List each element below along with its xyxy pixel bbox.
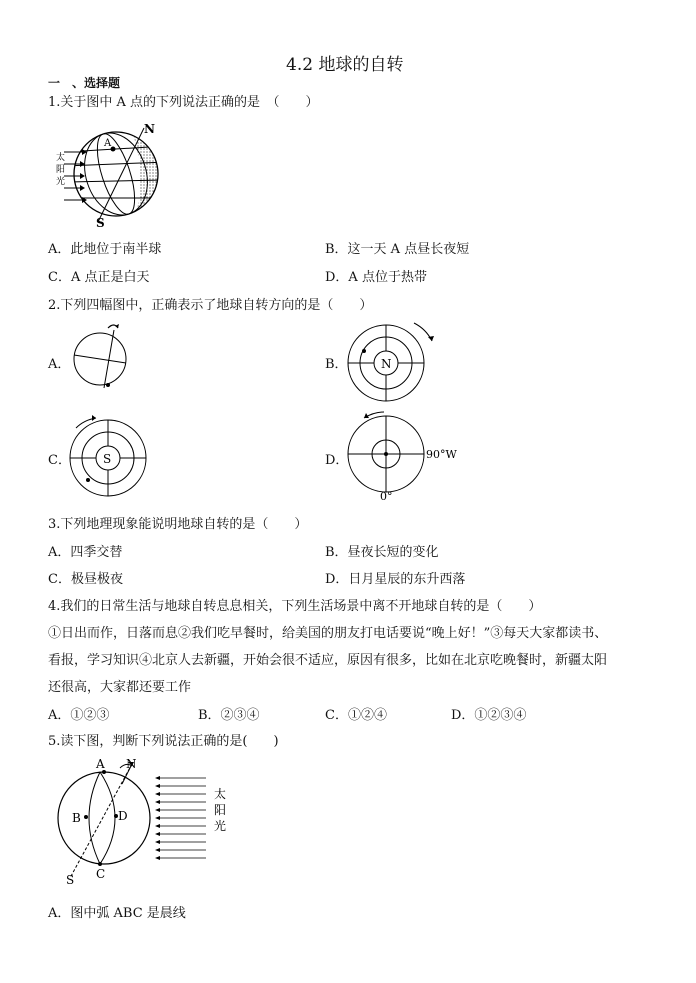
q4-option-b: B．②③④	[198, 708, 260, 723]
label-n: N	[381, 357, 392, 371]
q3-option-b: B．昼夜长短的变化	[325, 545, 439, 560]
question-4-stem: 4.我们的日常生活与地球自转息息相关，下列生活场景中离不开地球自转的是（ ）	[48, 599, 542, 614]
q2-figure-d	[344, 410, 464, 503]
question-5-stem: 5.读下图，判断下列说法正确的是( )	[48, 734, 279, 749]
q2-option-b: B．	[325, 357, 348, 372]
q4-option-a: A．①②③	[48, 708, 110, 723]
label-c: C	[96, 867, 106, 881]
page-title: 4.2 地球的自转	[286, 55, 404, 75]
q2-figure-a	[68, 322, 132, 386]
sun-label-2: 阳	[56, 165, 66, 175]
q1-option-d: D．A 点位于热带	[325, 270, 427, 285]
sun-rays	[64, 149, 87, 203]
label-s: S	[96, 216, 105, 230]
q4-option-d: D．①②③④	[451, 708, 527, 723]
label-n: N	[126, 757, 137, 771]
q2-figure-c	[66, 412, 152, 500]
sun-label-3: 光	[56, 177, 66, 187]
q1-option-c: C．A 点正是白天	[48, 270, 150, 285]
point-a	[111, 147, 116, 152]
label-s: S	[103, 452, 112, 466]
label-s: S	[66, 873, 75, 887]
section-heading: 一 、选择题	[48, 76, 121, 90]
q2-option-d: D．	[325, 453, 349, 468]
q4-option-c: C．①②④	[325, 708, 387, 723]
q3-option-c: C．极昼极夜	[48, 572, 123, 587]
sun-label-1: 太	[214, 787, 227, 801]
q3-option-a: A．四季交替	[48, 545, 123, 560]
sun-rays	[155, 776, 206, 860]
q1-option-b: B．这一天 A 点昼长夜短	[325, 242, 470, 257]
question-1-stem: 1.关于图中 A 点的下列说法正确的是 （ ）	[48, 95, 319, 110]
q2-option-c: C．	[48, 453, 71, 468]
sun-label-1: 太	[56, 153, 66, 163]
label-n: N	[144, 122, 155, 136]
question-2-stem: 2.下列四幅图中，正确表示了地球自转方向的是（ ）	[48, 298, 373, 313]
question-3-stem: 3.下列地理现象能说明地球自转的是（ ）	[48, 517, 308, 532]
label-90w: 90°W	[426, 448, 457, 461]
q1-figure	[56, 118, 166, 230]
q3-option-d: D．日月星辰的东升西落	[325, 572, 466, 587]
q4-statement-line-1: ①日出而作，日落而息②我们吃早餐时，给美国的朋友打电话要说“晚上好！”③每天大家都读书、	[48, 626, 608, 641]
label-d: D	[118, 809, 128, 823]
q1-option-a: A．此地位于南半球	[48, 242, 162, 257]
q4-statement-line-2: 看报，学习知识④北京人去新疆，开始会很不适应，原因有很多，比如在北京吃晚餐时，新疆太阳	[48, 653, 608, 668]
label-a: A	[104, 138, 112, 149]
q4-statement-line-3: 还很高，大家都还要工作	[48, 680, 192, 695]
label-0: 0°	[380, 490, 393, 503]
q5-option-a: A．图中弧 ABC 是晨线	[48, 906, 186, 921]
sun-label-3: 光	[214, 819, 227, 833]
label-b: B	[72, 811, 81, 825]
label-a: A	[96, 757, 105, 771]
q5-figure	[56, 756, 246, 886]
q2-figure-b	[344, 321, 436, 405]
sun-label-2: 阳	[214, 803, 227, 817]
q2-option-a: A．	[48, 357, 71, 372]
